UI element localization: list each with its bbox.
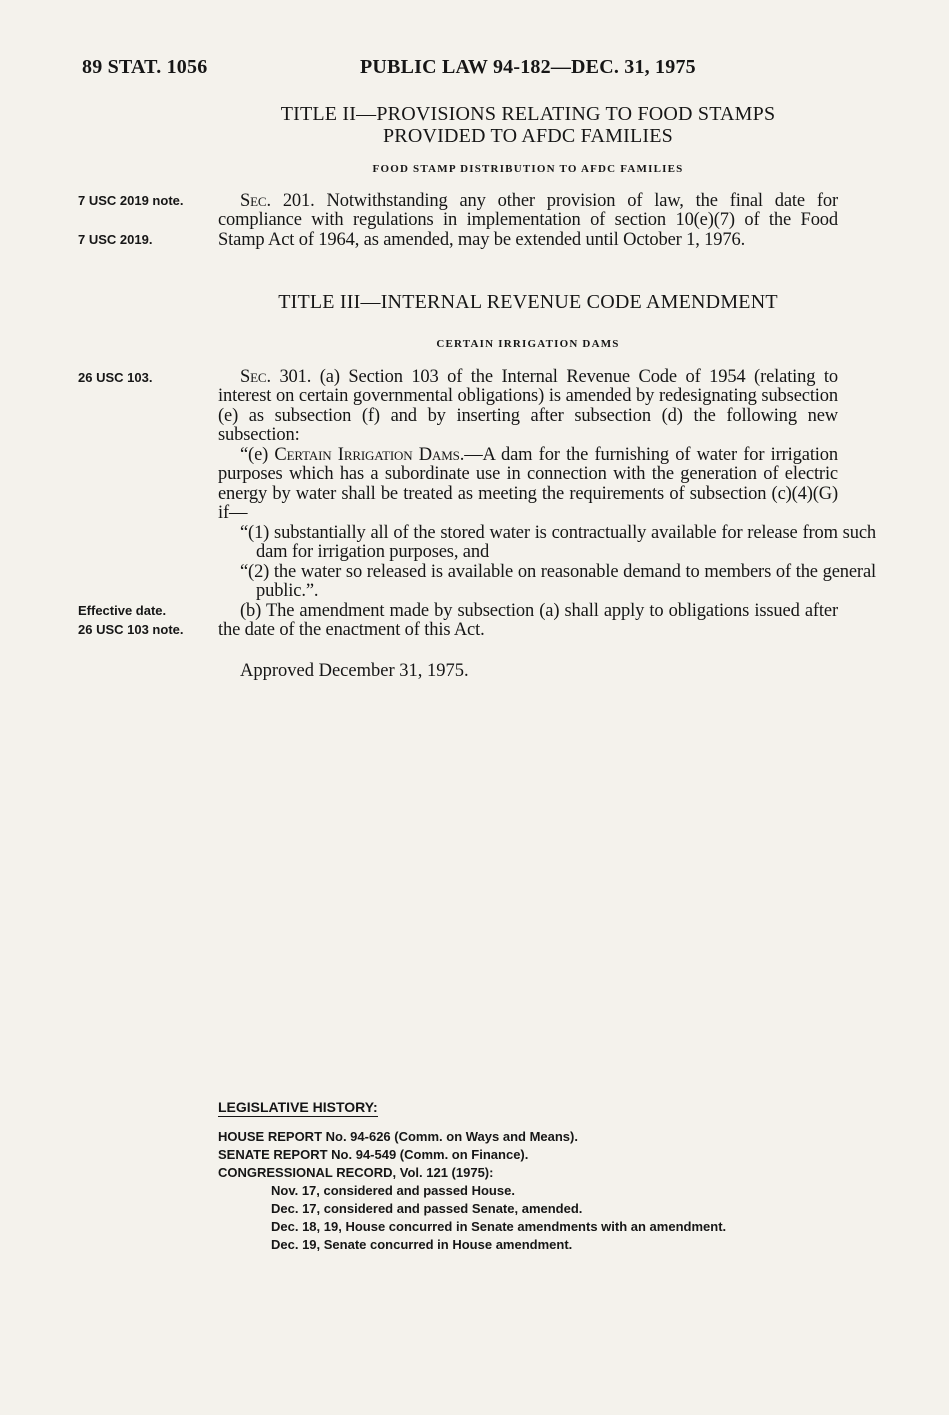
subsection-e-item-2: “(2) the water so released is available on reasonable demand to members of the general public.”. [240,562,876,602]
approval-date: Approved December 31, 1975. [240,661,469,681]
subsection-e-paragraph [218,446,838,524]
title-ii-subhead: FOOD STAMP DISTRIBUTION TO AFDC FAMILIES [372,163,684,175]
record-entry: Dec. 19, Senate concurred in House amendment. [271,1237,573,1252]
subsection-e-item-1: “(1) substantially all of the stored water is contractually available for release from such dam for irrigation purposes, and [240,523,876,563]
title-iii-heading: TITLE III—INTERNAL REVENUE CODE AMENDMENT [278,291,778,313]
margin-note-7usc2019: 7 USC 2019. [78,232,153,247]
section-201-paragraph [218,192,838,250]
record-entry: Dec. 18, 19, House concurred in Senate amendments with an amendment. [271,1219,727,1234]
record-entry: Nov. 17, considered and passed House. [271,1183,515,1198]
statute-page-number: 89 STAT. 1056 [82,56,208,78]
legislative-history-label: LEGISLATIVE HISTORY: [218,1099,378,1115]
title-ii-line2: PROVIDED TO AFDC FAMILIES [382,125,674,147]
section-301-label: Sec. 301. [240,367,312,387]
subsection-e-text: .—A dam for the furnishing of water for irrigation purposes which has a subordinate use in connection with the generation of electric energy by water shall be treated as meeting the requirements of subsection (c)(4)(G) if— [218,445,838,524]
margin-note-26usc103-note: 26 USC 103 note. [78,622,184,637]
title-ii-line1: TITLE II—PROVISIONS RELATING TO FOOD STAMPS [280,103,776,125]
subsection-e-heading: Certain Irrigation Dams [274,445,460,465]
margin-note-effective-date: Effective date. [78,603,167,618]
title-iii-subhead: CERTAIN IRRIGATION DAMS [436,338,620,350]
section-301b-paragraph: (b) The amendment made by subsection (a) shall apply to obligations issued after the date of the enactment of this Act. [218,601,838,641]
subsection-e-prefix: “(e) [240,445,275,465]
title-ii-heading [218,103,838,147]
congressional-record-line: CONGRESSIONAL RECORD, Vol. 121 (1975): [218,1165,494,1180]
section-201-text: Notwithstanding any other provision of law, the final date for compliance with regulations in implementation of section 10(e)(7) of the Food Stamp Act of 1964, as amended, may be extended until October 1, 1976. [218,191,838,250]
section-301a-text: (a) Section 103 of the Internal Revenue Code of 1954 (relating to interest on certain governmental obligations) is amended by redesignating subsection (e) as subsection (f) and by inserting after subsection (d) the following new subsection: [218,367,838,446]
running-head-law: PUBLIC LAW 94-182—DEC. 31, 1975 [360,56,696,78]
section-301a-paragraph [218,368,838,446]
section-201-label: Sec. 201. [240,191,315,211]
house-report-line: HOUSE REPORT No. 94-626 (Comm. on Ways and Means). [218,1129,578,1144]
margin-note-26usc103: 26 USC 103. [78,370,153,385]
margin-note-7usc2019-note: 7 USC 2019 note. [78,193,184,208]
senate-report-line: SENATE REPORT No. 94-549 (Comm. on Finance). [218,1147,529,1162]
record-entry: Dec. 17, considered and passed Senate, amended. [271,1201,583,1216]
